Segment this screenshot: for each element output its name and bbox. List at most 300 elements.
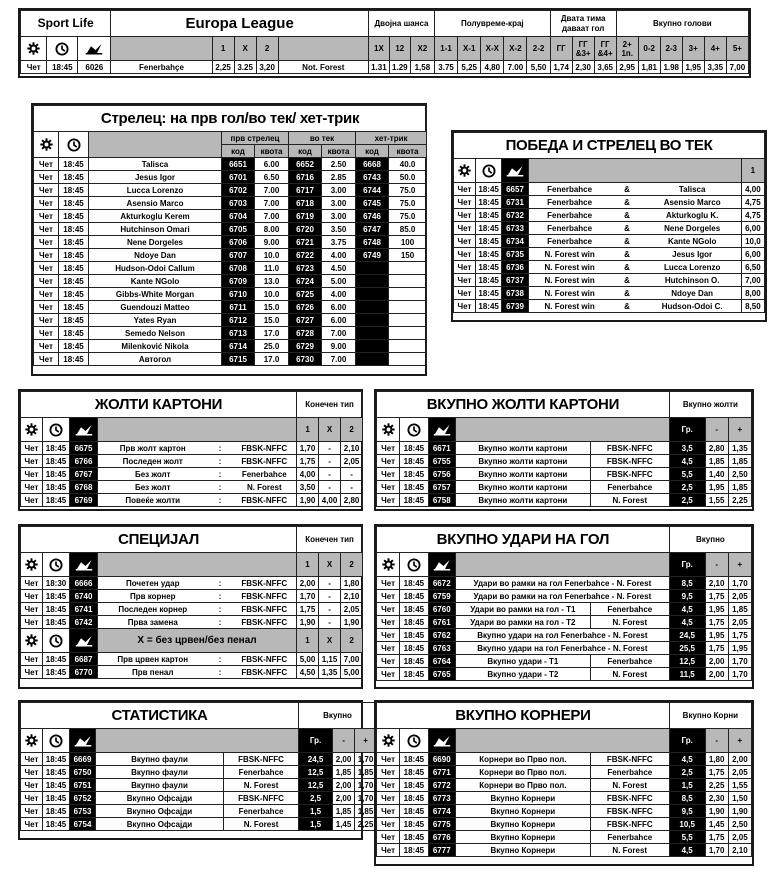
code-cell: 6671 — [428, 442, 455, 455]
odds-cell[interactable]: 1,55 — [728, 779, 751, 792]
line-cell: 9,5 — [669, 590, 705, 603]
time-cell: 18:45 — [59, 340, 89, 353]
odds-cell[interactable]: 7.00 — [255, 184, 289, 197]
player-cell: Nene Dorgeles — [644, 222, 742, 235]
odds-cell[interactable]: 1,75 — [705, 642, 728, 655]
odds-cell[interactable]: 1.31 — [368, 61, 389, 74]
team-cell: FBSK-NFFC — [233, 666, 297, 679]
odds-column-header: ГГ &3+ — [572, 37, 594, 61]
odds-cell[interactable]: 1,70 — [705, 844, 728, 857]
column-header: X — [319, 629, 341, 653]
odds-cell[interactable]: 6,00 — [741, 222, 764, 235]
odds-cell[interactable]: 1.98 — [660, 61, 682, 74]
odds-cell[interactable]: 2,05 — [728, 590, 751, 603]
day-cell: Чет — [377, 844, 400, 857]
odds-cell[interactable]: 3.00 — [322, 184, 356, 197]
odds-cell[interactable]: 1,95 — [728, 642, 751, 655]
odds-cell[interactable]: 8,50 — [741, 300, 764, 313]
odds-cell[interactable]: 7,00 — [726, 61, 748, 74]
line-cell: 4,5 — [669, 603, 705, 616]
line-cell: 10,5 — [669, 818, 705, 831]
team-cell: FBSK-NFFC — [233, 616, 297, 629]
time-cell: 18:45 — [475, 287, 501, 300]
code-subheader: код — [289, 145, 322, 158]
code-cell: 6734 — [502, 235, 528, 248]
player-cell: Asensio Marco — [644, 196, 742, 209]
line-cell: 9,5 — [669, 805, 705, 818]
first-scorer-header: прв стрелец — [222, 132, 289, 145]
market-name: Вкупно удари на гол Fenerbahce - N. Forest — [455, 629, 669, 642]
odds-cell[interactable]: 1,75 — [705, 590, 728, 603]
odds-cell[interactable]: 15.0 — [255, 314, 289, 327]
odds-cell[interactable]: 1,75 — [728, 629, 751, 642]
team-cell: Fenerbahce — [528, 235, 610, 248]
market-name: Вкупно фаули — [96, 766, 224, 779]
table-row — [21, 603, 363, 616]
player-cell: Talisca — [644, 183, 742, 196]
odds-cell[interactable]: 2,05 — [728, 831, 751, 844]
scorers-title: Стрелец: на прв гол/во тек/ хет-трик — [34, 106, 427, 132]
market-name: Прва замена — [98, 616, 208, 629]
odds-cell[interactable]: 1,45 — [333, 818, 355, 831]
odds-cell[interactable]: 2.50 — [322, 158, 356, 171]
odds-cell[interactable]: 11.0 — [255, 262, 289, 275]
table-row — [454, 209, 765, 222]
code-cell: 6669 — [70, 753, 96, 766]
line-cell: 4,5 — [669, 844, 705, 857]
odds-cell[interactable]: 1,85 — [728, 603, 751, 616]
yellow-cards-block — [18, 389, 363, 511]
odds-cell[interactable]: 2,25 — [705, 779, 728, 792]
odds-cell[interactable]: 2,00 — [333, 753, 355, 766]
odds-cell[interactable]: 1,74 — [550, 61, 572, 74]
separator: : — [208, 666, 233, 679]
time-cell: 18:45 — [43, 481, 70, 494]
odds-cell[interactable]: 4.00 — [322, 249, 356, 262]
odds-cell[interactable]: 1,45 — [705, 818, 728, 831]
day-cell: Чет — [454, 274, 476, 287]
odds-cell[interactable]: 10.0 — [255, 249, 289, 262]
column-header: 2 — [341, 629, 363, 653]
day-cell: Чет — [377, 766, 400, 779]
time-cell: 18:45 — [59, 197, 89, 210]
code-icon — [70, 729, 96, 753]
odds-cell[interactable]: 2,00 — [705, 655, 728, 668]
odds-cell[interactable]: 2,05 — [728, 616, 751, 629]
odds-cell[interactable]: 85.0 — [389, 223, 427, 236]
sport-icon — [21, 37, 47, 61]
separator: : — [208, 577, 233, 590]
odds-cell[interactable]: 3.00 — [322, 210, 356, 223]
odds-cell[interactable]: 2,30 — [572, 61, 594, 74]
code-cell: 6726 — [289, 301, 322, 314]
time-cell: 18:45 — [43, 666, 70, 679]
odds-cell[interactable]: 1,85 — [728, 455, 751, 468]
odds-cell[interactable]: 6,00 — [741, 248, 764, 261]
player-name: Ndoye Dan — [89, 249, 222, 262]
player-cell: Hudson-Odoi C. — [644, 300, 742, 313]
odds-cell[interactable]: 4,00 — [741, 183, 764, 196]
odds-cell[interactable]: 1,70 — [355, 753, 377, 766]
odds-cell[interactable]: 2,00 — [333, 792, 355, 805]
time-cell: 18:45 — [475, 274, 501, 287]
odds-cell[interactable]: 100 — [389, 236, 427, 249]
code-cell: 6759 — [428, 590, 455, 603]
odds-cell[interactable]: 5.00 — [322, 275, 356, 288]
odds-cell[interactable]: 1,70 — [728, 668, 751, 681]
odds-cell[interactable]: 2,10 — [341, 590, 363, 603]
odds-cell[interactable]: 2,00 — [333, 779, 355, 792]
odds-cell[interactable]: 17.0 — [255, 327, 289, 340]
odds-cell[interactable]: 5,25 — [458, 61, 481, 74]
odds-cell[interactable]: 1,85 — [705, 455, 728, 468]
odds-cell[interactable]: - — [341, 481, 363, 494]
odds-cell[interactable]: 10,0 — [741, 235, 764, 248]
column-header: + — [728, 729, 751, 753]
code-cell: 6706 — [222, 236, 255, 249]
odds-cell[interactable]: 2,05 — [728, 766, 751, 779]
odds-cell[interactable]: 2,10 — [728, 844, 751, 857]
odds-cell[interactable]: 8.00 — [255, 223, 289, 236]
column-header: - — [705, 729, 728, 753]
odds-cell[interactable]: - — [319, 468, 341, 481]
time-cell: 18:45 — [400, 481, 428, 494]
odds-cell[interactable]: 75.0 — [389, 184, 427, 197]
odds-cell[interactable]: 7.00 — [322, 353, 356, 366]
market-name: Корнери во Прво пол. — [455, 779, 590, 792]
odds-cell[interactable]: - — [319, 577, 341, 590]
odds-cell[interactable]: 1.29 — [389, 61, 410, 74]
home-team: Fenerbahçe — [111, 61, 212, 74]
day-cell: Чет — [454, 261, 476, 274]
odds-cell[interactable]: 8,00 — [741, 287, 764, 300]
time-cell: 18:45 — [400, 642, 428, 655]
player-name: Lucca Lorenzo — [89, 184, 222, 197]
table-row — [454, 235, 765, 248]
player-cell: Hutchinson O. — [644, 274, 742, 287]
time-cell: 18:45 — [59, 236, 89, 249]
odds-cell[interactable]: 3,35 — [704, 61, 726, 74]
odds-cell[interactable]: 10.0 — [255, 288, 289, 301]
odds-cell[interactable]: 6.00 — [322, 301, 356, 314]
time-cell: 18:45 — [400, 494, 428, 507]
line-cell: 2,5 — [669, 481, 705, 494]
odds-cell[interactable]: 1,70 — [297, 442, 319, 455]
odds-cell[interactable]: 1,85 — [355, 805, 377, 818]
odds-cell[interactable]: 2,25 — [355, 818, 377, 831]
odds-column-header: 5+ — [726, 37, 748, 61]
odds-cell[interactable]: 2,10 — [341, 442, 363, 455]
odds-cell[interactable]: 7.00 — [504, 61, 527, 74]
player-name: Akturkoglu Kerem — [89, 210, 222, 223]
odds-cell[interactable]: 1,70 — [355, 792, 377, 805]
table-row — [377, 468, 752, 481]
market-name: Прв пенал — [98, 666, 208, 679]
day-cell: Чет — [34, 314, 59, 327]
odds-cell[interactable]: 5,50 — [527, 61, 550, 74]
code-cell: 6742 — [70, 616, 98, 629]
odds-cell[interactable]: 7,00 — [741, 274, 764, 287]
line-cell: 5,5 — [669, 831, 705, 844]
code-cell — [356, 340, 389, 353]
odds-cell[interactable]: - — [319, 455, 341, 468]
time-cell: 18:45 — [43, 653, 70, 666]
odds-cell[interactable]: 2,25 — [728, 494, 751, 507]
odds-cell[interactable]: 2,30 — [705, 792, 728, 805]
odds-cell[interactable]: 1,95 — [705, 603, 728, 616]
market-name: Вкупно жолти картони — [455, 481, 590, 494]
odds-cell[interactable]: 2,80 — [705, 442, 728, 455]
time-cell: 18:45 — [475, 248, 501, 261]
time-cell: 18:45 — [43, 805, 70, 818]
market-name: Вкупно Корнери — [455, 792, 590, 805]
code-cell: 6735 — [502, 248, 528, 261]
team-cell: FBSK-NFFC — [224, 753, 299, 766]
table-row — [454, 222, 765, 235]
ampersand: & — [611, 196, 644, 209]
odds-cell[interactable]: 2,00 — [297, 577, 319, 590]
odds-cell[interactable]: 4,00 — [297, 468, 319, 481]
code-cell: 6736 — [502, 261, 528, 274]
team-cell: FBSK-NFFC — [233, 442, 297, 455]
clock-icon — [475, 159, 501, 183]
odds-cell[interactable]: 4,00 — [319, 494, 341, 507]
ampersand: & — [611, 235, 644, 248]
odds-cell[interactable] — [389, 288, 427, 301]
odds-cell[interactable]: 2,25 — [212, 61, 234, 74]
player-name: Jesus Igor — [89, 171, 222, 184]
odds-cell[interactable]: - — [319, 481, 341, 494]
odds-cell[interactable]: - — [319, 590, 341, 603]
odds-cell[interactable]: 2,50 — [728, 818, 751, 831]
odds-cell[interactable] — [389, 340, 427, 353]
odds-cell[interactable]: 15.0 — [255, 301, 289, 314]
day-cell: Чет — [21, 616, 43, 629]
odds-cell[interactable]: 3,20 — [256, 61, 278, 74]
odds-cell[interactable]: 1,35 — [728, 442, 751, 455]
odds-cell[interactable]: 1,80 — [705, 753, 728, 766]
team-cell: Fenerbahce — [528, 209, 610, 222]
time-cell: 18:45 — [475, 222, 501, 235]
odds-cell[interactable]: 1,75 — [297, 603, 319, 616]
odds-cell[interactable]: 7.00 — [322, 327, 356, 340]
ampersand: & — [611, 248, 644, 261]
odds-cell[interactable]: 1,40 — [705, 468, 728, 481]
team-cell: Fenerbahce — [224, 766, 299, 779]
odds-cell[interactable]: 1,85 — [355, 766, 377, 779]
code-cell: 6672 — [428, 577, 455, 590]
odds-cell[interactable]: 1,70 — [297, 590, 319, 603]
day-cell: Чет — [377, 779, 400, 792]
table-row — [377, 831, 752, 844]
odds-cell[interactable]: 1,50 — [728, 792, 751, 805]
separator: : — [208, 603, 233, 616]
odds-cell[interactable]: 1,90 — [341, 616, 363, 629]
odds-cell[interactable]: 1,81 — [638, 61, 660, 74]
player-cell: Akturkoglu K. — [644, 209, 742, 222]
odds-cell[interactable]: 1,90 — [297, 494, 319, 507]
odds-cell[interactable]: 3,50 — [297, 481, 319, 494]
odds-cell[interactable]: 3.00 — [322, 197, 356, 210]
odds-cell[interactable] — [389, 301, 427, 314]
market-name: Удари во рамки на гол - T2 — [455, 616, 590, 629]
time-cell: 18:45 — [475, 196, 501, 209]
odds-cell[interactable]: 9.00 — [255, 236, 289, 249]
code-cell: 6732 — [502, 209, 528, 222]
code-cell: 6703 — [222, 197, 255, 210]
odds-cell[interactable]: 75.0 — [389, 210, 427, 223]
table-row — [21, 481, 363, 494]
time-cell: 18:45 — [475, 209, 501, 222]
odds-cell[interactable]: 1,95 — [705, 481, 728, 494]
separator: : — [208, 590, 233, 603]
code-cell: 6026 — [78, 61, 111, 74]
odds-cell[interactable]: 40.0 — [389, 158, 427, 171]
odds-cell[interactable]: 1,95 — [682, 61, 704, 74]
odds-cell[interactable]: 1,70 — [728, 577, 751, 590]
odds-cell[interactable]: 1,70 — [728, 655, 751, 668]
odds-cell[interactable]: 7.00 — [255, 210, 289, 223]
odds-cell[interactable]: 4,75 — [741, 209, 764, 222]
team-cell: Fenerbahce — [233, 468, 297, 481]
time-cell: 18:45 — [43, 616, 70, 629]
odds-cell[interactable]: 2,05 — [341, 603, 363, 616]
odds-cell[interactable]: 17.0 — [255, 353, 289, 366]
day-cell: Чет — [454, 235, 476, 248]
btts-group: Двата тима даваат гол — [550, 11, 616, 37]
code-cell: 6723 — [289, 262, 322, 275]
market-name: Удари во рамки на гол Fenerbahce - N. Forest — [455, 590, 669, 603]
code-cell: 6717 — [289, 184, 322, 197]
odds-cell[interactable]: 75.0 — [389, 197, 427, 210]
odds-cell[interactable]: 2,00 — [728, 753, 751, 766]
odds-cell[interactable]: 3.25 — [234, 61, 256, 74]
code-cell: 6718 — [289, 197, 322, 210]
code-cell: 6748 — [356, 236, 389, 249]
double-chance-group: Двојна шанса — [368, 11, 434, 37]
odds-cell[interactable]: 1,75 — [705, 831, 728, 844]
column-header: Гр. — [669, 553, 705, 577]
table-row — [34, 223, 427, 236]
odds-cell[interactable] — [389, 275, 427, 288]
odds-cell[interactable]: 3,65 — [594, 61, 616, 74]
odds-cell[interactable]: 1,85 — [333, 766, 355, 779]
line-cell: 24,5 — [669, 629, 705, 642]
odds-cell[interactable]: - — [341, 468, 363, 481]
odds-cell[interactable] — [389, 314, 427, 327]
odds-cell[interactable]: 1,15 — [319, 653, 341, 666]
odds-cell[interactable]: 6.50 — [255, 171, 289, 184]
time-cell: 18:45 — [43, 590, 70, 603]
table-row — [21, 455, 363, 468]
market-name: Вкупно Корнери — [455, 805, 590, 818]
day-cell: Чет — [454, 300, 476, 313]
odds-cell[interactable]: 4.50 — [322, 262, 356, 275]
odds-cell[interactable]: - — [319, 603, 341, 616]
separator: : — [208, 455, 233, 468]
odds-cell[interactable]: 6.00 — [255, 158, 289, 171]
odds-cell[interactable]: 13.0 — [255, 275, 289, 288]
odds-cell[interactable]: 1,85 — [333, 805, 355, 818]
time-cell: 18:45 — [59, 314, 89, 327]
odds-cell[interactable]: 1,95 — [705, 629, 728, 642]
code-cell: 6675 — [70, 442, 98, 455]
day-cell: Чет — [454, 183, 476, 196]
odds-cell[interactable]: 150 — [389, 249, 427, 262]
odds-cell[interactable]: 2.85 — [322, 171, 356, 184]
odds-cell[interactable]: 1,75 — [705, 766, 728, 779]
time-cell: 18:45 — [59, 262, 89, 275]
odds-cell[interactable]: 1,75 — [705, 616, 728, 629]
odds-cell[interactable]: 7.00 — [255, 197, 289, 210]
odds-cell[interactable]: 1,90 — [728, 805, 751, 818]
time-cell: 18:45 — [43, 468, 70, 481]
table-row — [34, 340, 427, 353]
odds-cell[interactable]: 1,55 — [705, 494, 728, 507]
odds-column-header: 3+ — [682, 37, 704, 61]
odds-cell[interactable]: 1,35 — [319, 666, 341, 679]
odds-cell[interactable]: 1,75 — [297, 455, 319, 468]
table-row — [21, 753, 377, 766]
odds-cell[interactable]: 7,00 — [341, 653, 363, 666]
odds-cell[interactable]: 5,00 — [341, 666, 363, 679]
odds-cell[interactable]: 50.0 — [389, 171, 427, 184]
odds-cell[interactable] — [389, 262, 427, 275]
odds-cell[interactable]: 2,00 — [705, 668, 728, 681]
odds-cell[interactable]: - — [319, 616, 341, 629]
section-title: СПЕЦИЈАЛ — [21, 527, 297, 553]
side-header: Вкупно Корни — [669, 703, 751, 729]
odds-cell[interactable] — [389, 327, 427, 340]
odds-cell[interactable]: - — [319, 442, 341, 455]
odds-cell[interactable] — [389, 353, 427, 366]
time-cell: 18:45 — [59, 249, 89, 262]
odds-cell[interactable]: 1,70 — [355, 779, 377, 792]
odds-cell[interactable]: 9.00 — [322, 340, 356, 353]
odds-cell[interactable]: 25.0 — [255, 340, 289, 353]
odds-cell[interactable]: 2,05 — [341, 455, 363, 468]
odds-cell[interactable]: 2,50 — [728, 468, 751, 481]
odds-cell[interactable]: 4.00 — [322, 288, 356, 301]
odds-cell[interactable]: 3.75 — [322, 236, 356, 249]
odds-cell[interactable]: 1,90 — [297, 616, 319, 629]
odds-cell[interactable]: 5,00 — [297, 653, 319, 666]
odds-cell[interactable]: 2,10 — [705, 577, 728, 590]
odds-cell[interactable]: 3.75 — [435, 61, 458, 74]
table-row — [377, 655, 752, 668]
team-cell: FBSK-NFFC — [590, 442, 669, 455]
table-row — [21, 653, 363, 666]
clock-icon — [43, 629, 70, 653]
day-cell: Чет — [21, 653, 43, 666]
odds-cell[interactable]: 4,50 — [297, 666, 319, 679]
odds-cell[interactable]: 1,90 — [705, 805, 728, 818]
odds-cell[interactable]: 2,95 — [616, 61, 638, 74]
odds-cell[interactable]: 1,58 — [410, 61, 434, 74]
code-cell: 6730 — [289, 353, 322, 366]
odds-cell[interactable]: 1,85 — [728, 481, 751, 494]
odds-cell[interactable]: 1,80 — [341, 577, 363, 590]
odds-cell[interactable]: 6,50 — [741, 261, 764, 274]
odds-cell[interactable]: 2,80 — [341, 494, 363, 507]
odds-cell[interactable]: 4,75 — [741, 196, 764, 209]
odds-cell[interactable]: 4,80 — [481, 61, 504, 74]
ampersand: & — [611, 300, 644, 313]
odds-cell[interactable]: 3.50 — [322, 223, 356, 236]
table-row — [21, 590, 363, 603]
team-cell: FBSK-NFFC — [233, 577, 297, 590]
odds-cell[interactable]: 6.00 — [322, 314, 356, 327]
